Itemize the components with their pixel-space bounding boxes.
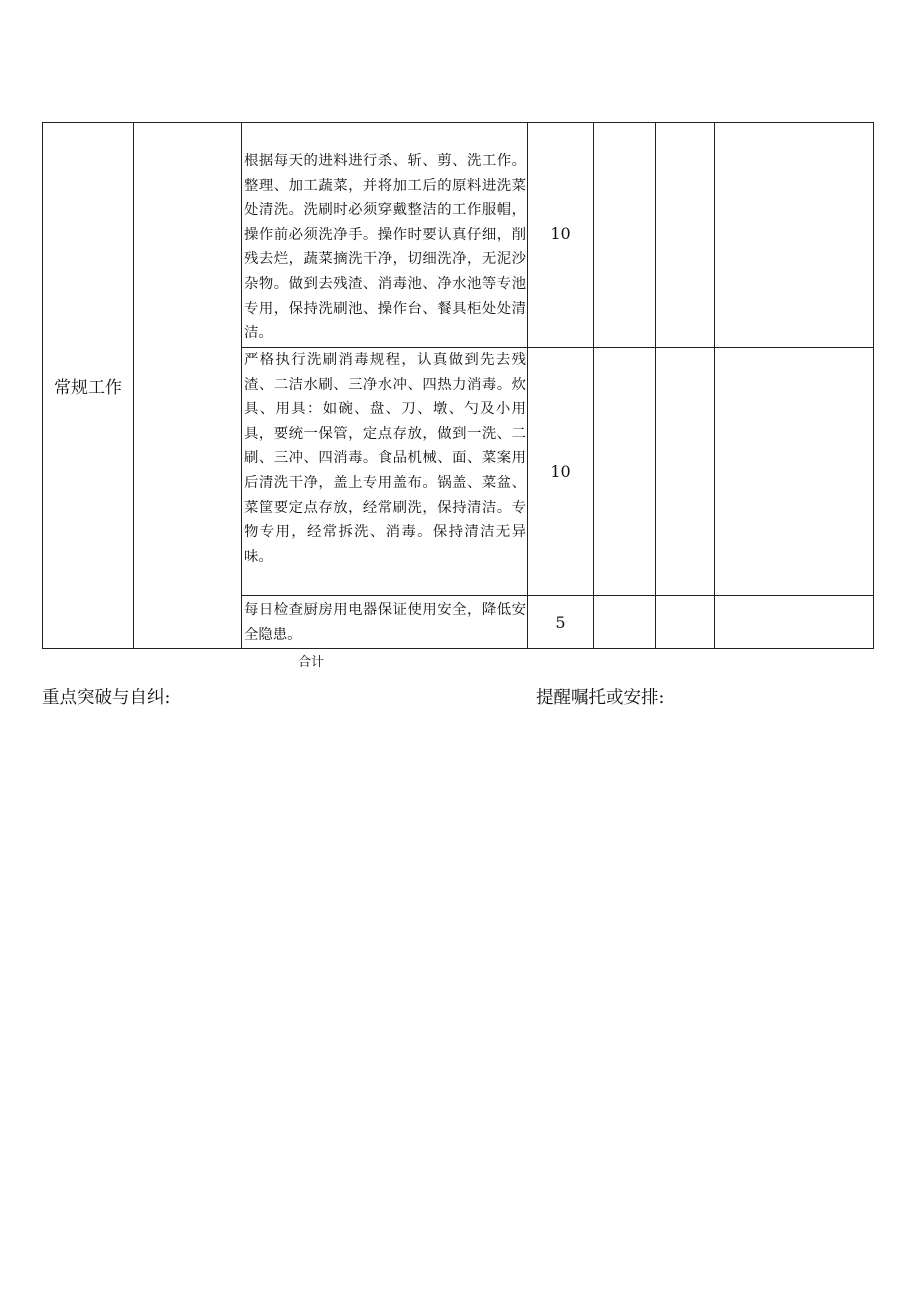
description-cell bbox=[242, 123, 528, 348]
empty-cell bbox=[594, 596, 656, 649]
duty-table bbox=[42, 122, 874, 649]
description-text: 根据每天的进料进行杀、斩、剪、洗工作。整理、加工蔬菜，并将加工后的原料进洗菜处清洗。洗刷时必须穿戴整洁的工作服帽，操作前必须洗净手。操作时要认真仔细，削残去烂，蔬菜摘洗干净，切细洗净，无泥沙杂物。做到去残渣、消毒池、净水池等专池专用，保持洗刷池、操作台、餐具柜处处清洁。 bbox=[244, 153, 526, 342]
score-value: 10 bbox=[550, 223, 571, 243]
empty-cell bbox=[656, 348, 715, 596]
score-value: 10 bbox=[550, 462, 571, 481]
reminder-label: 提醒嘱托或安排: bbox=[536, 688, 665, 708]
empty-cell bbox=[715, 596, 874, 649]
description-text: 每日检查厨房用电器保证使用安全，降低安全隐患。 bbox=[244, 602, 526, 643]
self-correction-label: 重点突破与自纠: bbox=[42, 688, 171, 708]
description-text: 严格执行洗刷消毒规程，认真做到先去残渣、二洁水刷、三净水冲、四热力消毒。炊具、用具：如碗、盘、刀、墩、勺及小用具，要统一保管，定点存放，做到一洗、二刷、三冲、四消毒。食品机械、面、菜案用后清洗干净，盖上专用盖布。锅盖、菜盆、菜筐要定点存放，经常刷洗，保持清洁。专物专用，经常拆洗、消毒。保持清洁无异味。 bbox=[244, 352, 526, 565]
category-cell bbox=[43, 123, 134, 649]
blank-cell bbox=[134, 123, 242, 649]
empty-cell bbox=[594, 123, 656, 348]
description-cell bbox=[242, 596, 528, 649]
empty-cell bbox=[594, 348, 656, 596]
score-value: 5 bbox=[555, 612, 566, 632]
category-label: 常规工作 bbox=[54, 378, 122, 398]
total-label: 合计 bbox=[298, 655, 325, 670]
score-cell bbox=[528, 123, 594, 348]
score-cell bbox=[528, 596, 594, 649]
description-cell bbox=[242, 348, 528, 596]
empty-cell bbox=[715, 348, 874, 596]
table-row bbox=[43, 123, 874, 348]
score-cell bbox=[528, 348, 594, 596]
empty-cell bbox=[656, 123, 715, 348]
empty-cell bbox=[656, 596, 715, 649]
empty-cell bbox=[715, 123, 874, 348]
